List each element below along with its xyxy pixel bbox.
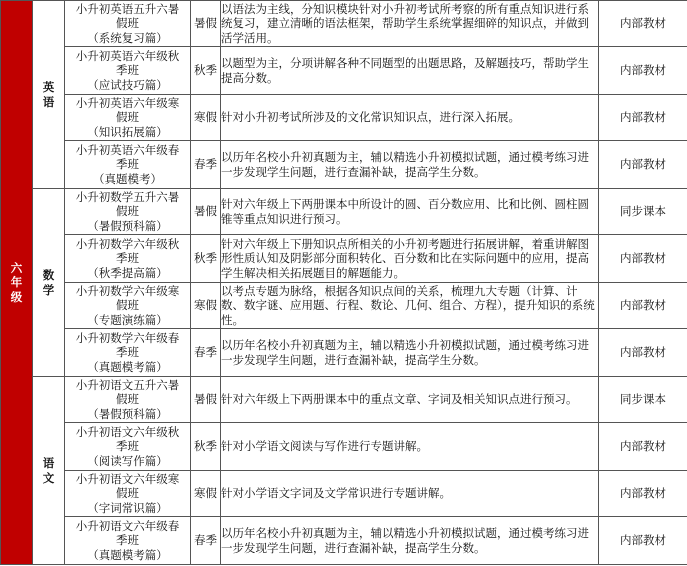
table-row xyxy=(1,471,687,517)
class-name-cell xyxy=(65,423,191,471)
class-name-cell xyxy=(65,189,191,235)
table-row xyxy=(1,189,687,235)
table-row xyxy=(1,235,687,283)
description-cell: 针对六年级上下两册课本中所设计的圆、百分数应用、比和比例、圆柱圆锥等重点知识进行预习。 xyxy=(221,189,599,235)
material-cell: 内部教材 xyxy=(599,141,687,189)
season-cell: 秋季 xyxy=(191,423,221,471)
class-subtitle: （系统复习篇） xyxy=(87,30,168,45)
class-name-cell xyxy=(65,1,191,47)
subject-char: 英 xyxy=(42,80,55,94)
class-subtitle: （真题模考篇） xyxy=(87,359,168,374)
class-name-line2: 假班 xyxy=(116,298,139,313)
season-cell: 春季 xyxy=(191,517,221,565)
class-name-line1: 小升初英语六年级春 xyxy=(75,142,180,157)
class-subtitle: （真题模考） xyxy=(93,171,162,186)
class-name-cell xyxy=(65,377,191,423)
class-name-line1: 小升初数学五升六暑 xyxy=(75,189,180,204)
material-cell: 同步课本 xyxy=(599,377,687,423)
subject-char: 学 xyxy=(42,282,55,297)
description-cell: 以历年名校小升初真题为主，辅以精选小升初模拟试题，通过模考练习进一步发现学生问题，进行查漏补缺，提高学生分数。 xyxy=(221,517,599,565)
subject-label xyxy=(33,377,65,565)
subject-label xyxy=(33,189,65,377)
description-cell: 以历年名校小升初真题为主，辅以精选小升初模拟试题，通过模考练习进一步发现学生问题，进行查漏补缺，提高学生分数。 xyxy=(221,329,599,377)
class-name-line2: 季班 xyxy=(116,157,139,172)
class-name-line1: 小升初数学六年级寒 xyxy=(75,283,180,298)
table-row xyxy=(1,47,687,95)
class-subtitle: （专题演练篇） xyxy=(87,312,168,327)
season-cell: 暑假 xyxy=(191,377,221,423)
table-row xyxy=(1,95,687,141)
subject-char: 文 xyxy=(42,470,55,485)
grade-char: 六 xyxy=(10,260,23,275)
description-cell: 针对小学语文字词及文学常识进行专题讲解。 xyxy=(221,471,599,517)
material-cell: 内部教材 xyxy=(599,95,687,141)
season-cell: 秋季 xyxy=(191,47,221,95)
table-row xyxy=(1,423,687,471)
material-cell: 内部教材 xyxy=(599,471,687,517)
class-name-line2: 假班 xyxy=(116,204,139,219)
season-cell: 春季 xyxy=(191,141,221,189)
class-subtitle: （暑假预科篇） xyxy=(87,406,168,421)
class-name-cell xyxy=(65,47,191,95)
class-name-line1: 小升初语文五升六暑 xyxy=(75,377,180,392)
description-cell: 针对六年级上下册知识点所相关的小升初考题进行拓展讲解，着重讲解图形性质认知及阴影部分面积转化、百分数和比在实际问题中的应用，提高学生解决相关拓展题目的解题能力。 xyxy=(221,235,599,283)
table-row xyxy=(1,329,687,377)
class-name-line1: 小升初数学六年级春 xyxy=(75,330,180,345)
class-name-line2: 季班 xyxy=(116,533,139,548)
class-name-cell xyxy=(65,235,191,283)
class-name-cell xyxy=(65,141,191,189)
material-cell: 内部教材 xyxy=(599,517,687,565)
class-name-line2: 假班 xyxy=(116,110,139,125)
season-cell: 春季 xyxy=(191,329,221,377)
material-cell: 内部教材 xyxy=(599,1,687,47)
grade-char: 年 xyxy=(10,275,23,290)
class-subtitle: （暑假预科篇） xyxy=(87,218,168,233)
description-cell: 以题型为主，分项讲解各种不同题型的出题思路，及解题技巧，帮助学生提高分数。 xyxy=(221,47,599,95)
class-name-line1: 小升初语文六年级寒 xyxy=(75,471,180,486)
material-cell: 内部教材 xyxy=(599,283,687,329)
class-name-line1: 小升初英语五升六暑 xyxy=(75,1,180,16)
class-name-cell xyxy=(65,329,191,377)
material-cell: 内部教材 xyxy=(599,235,687,283)
subject-char: 数 xyxy=(42,268,55,282)
table-row xyxy=(1,377,687,423)
class-name-cell xyxy=(65,283,191,329)
class-subtitle: （字词常识篇） xyxy=(87,500,168,515)
table-row xyxy=(1,1,687,47)
grade-label xyxy=(1,1,33,565)
description-cell: 针对小升初考试所涉及的文化常识知识点，进行深入拓展。 xyxy=(221,95,599,141)
class-name-cell xyxy=(65,471,191,517)
class-name-line1: 小升初英语六年级秋 xyxy=(75,48,180,63)
table-row xyxy=(1,517,687,565)
table-body xyxy=(1,1,687,565)
class-name-line2: 假班 xyxy=(116,392,139,407)
grade-char: 级 xyxy=(10,289,23,304)
class-subtitle: （阅读写作篇） xyxy=(87,453,168,468)
description-cell: 以历年名校小升初真题为主，辅以精选小升初模拟试题，通过模考练习进一步发现学生问题，进行查漏补缺，提高学生分数。 xyxy=(221,141,599,189)
class-name-line2: 季班 xyxy=(116,345,139,360)
description-cell: 针对六年级上下两册课本中的重点文章、字词及相关知识点进行预习。 xyxy=(221,377,599,423)
season-cell: 寒假 xyxy=(191,95,221,141)
material-cell: 内部教材 xyxy=(599,329,687,377)
material-cell: 内部教材 xyxy=(599,47,687,95)
class-name-line1: 小升初英语六年级寒 xyxy=(75,95,180,110)
season-cell: 暑假 xyxy=(191,1,221,47)
class-subtitle: （知识拓展篇） xyxy=(87,124,168,139)
season-cell: 暑假 xyxy=(191,189,221,235)
material-cell: 内部教材 xyxy=(599,423,687,471)
class-name-line2: 假班 xyxy=(116,16,139,31)
class-name-line1: 小升初语文六年级春 xyxy=(75,518,180,533)
class-name-line2: 季班 xyxy=(116,439,139,454)
subject-label xyxy=(33,1,65,189)
material-cell: 同步课本 xyxy=(599,189,687,235)
subject-char: 语 xyxy=(42,94,55,109)
class-name-line2: 假班 xyxy=(116,486,139,501)
description-cell: 以语法为主线，分知识模块针对小升初考试所考察的所有重点知识进行系统复习，建立清晰的语法框架，帮助学生系统掌握细碎的知识点，并做到活学活用。 xyxy=(221,1,599,47)
season-cell: 寒假 xyxy=(191,471,221,517)
table-row xyxy=(1,141,687,189)
class-subtitle: （应试技巧篇） xyxy=(87,77,168,92)
class-name-line2: 季班 xyxy=(116,63,139,78)
class-subtitle: （秋季提高篇） xyxy=(87,265,168,280)
subject-char: 语 xyxy=(42,456,55,470)
class-name-cell xyxy=(65,517,191,565)
description-cell: 以考点专题为脉络，根据各知识点间的关系，梳理九大专题（计算、计数、数字谜、应用题、行程、数论、几何、组合、方程），提升知识的系统性。 xyxy=(221,283,599,329)
class-name-cell xyxy=(65,95,191,141)
description-cell: 针对小学语文阅读与写作进行专题讲解。 xyxy=(221,423,599,471)
season-cell: 寒假 xyxy=(191,283,221,329)
season-cell: 秋季 xyxy=(191,235,221,283)
table-row xyxy=(1,283,687,329)
class-name-line1: 小升初语文六年级秋 xyxy=(75,424,180,439)
class-name-line1: 小升初数学六年级秋 xyxy=(75,236,180,251)
class-name-line2: 季班 xyxy=(116,251,139,266)
class-subtitle: （真题模考篇） xyxy=(87,547,168,562)
